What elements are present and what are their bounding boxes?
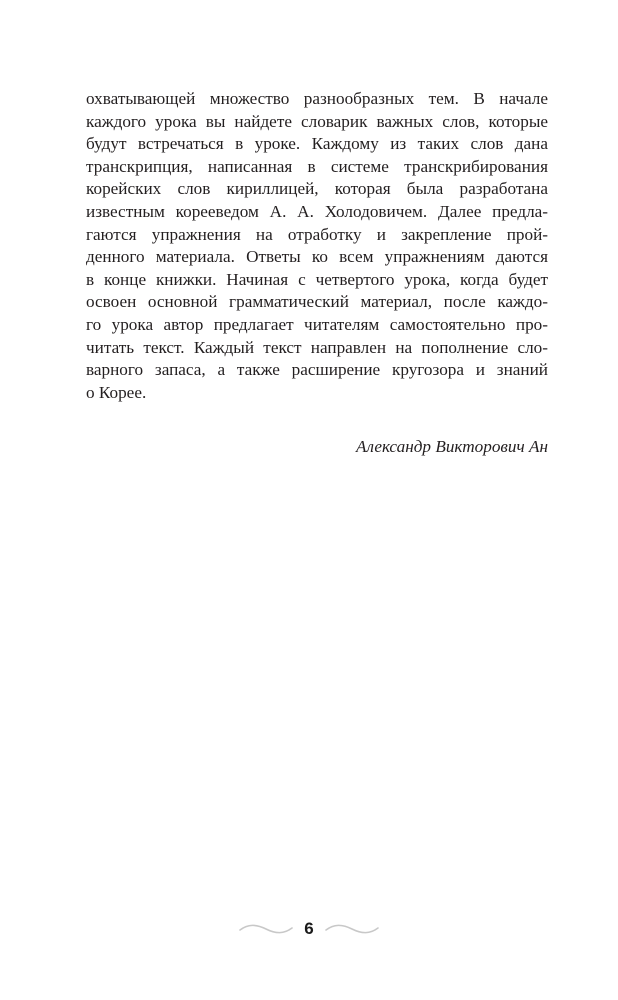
text-line: охватывающей множество разнообразных тем. В начале (86, 89, 548, 108)
text-line: гаются упражнения на отработку и закрепление прой- (86, 224, 548, 244)
text-line: читать текст. Каждый текст направлен на пополнение сло- (86, 337, 548, 357)
text-line: денного материала. Ответы ко всем упражнениям даются (86, 247, 548, 267)
page-number: 6 (304, 919, 314, 938)
text-line: го урока автор предлагает читателям самостоятельно про- (86, 314, 548, 334)
text-line: будут встречаться в уроке. Каждому из таких слов дана (86, 134, 548, 154)
text-line: в конце книжки. Начиная с четвертого урока, когда будет (86, 269, 548, 289)
text-line: корейских слов кириллицей, которая была разработана (86, 179, 548, 199)
page-footer (0, 917, 618, 941)
text-line: варного запаса, а также расширение кругозора и знаний (86, 360, 548, 380)
wave-ornament-right-icon (324, 923, 380, 935)
text-line: известным корееведом А. А. Холодовичем. Далее предла- (86, 201, 548, 221)
text-line: транскрипция, написанная в системе транскрибирования (86, 156, 548, 176)
wave-ornament-left-icon (238, 923, 294, 935)
text-line: каждого урока вы найдете словарик важных слов, которые (86, 111, 548, 131)
author-signature: Александр Викторович Ан (356, 437, 548, 456)
text-line: о Корее. (86, 382, 147, 402)
text-line: освоен основной грамматический материал, после каждо- (86, 292, 548, 312)
body-paragraph (86, 88, 548, 404)
